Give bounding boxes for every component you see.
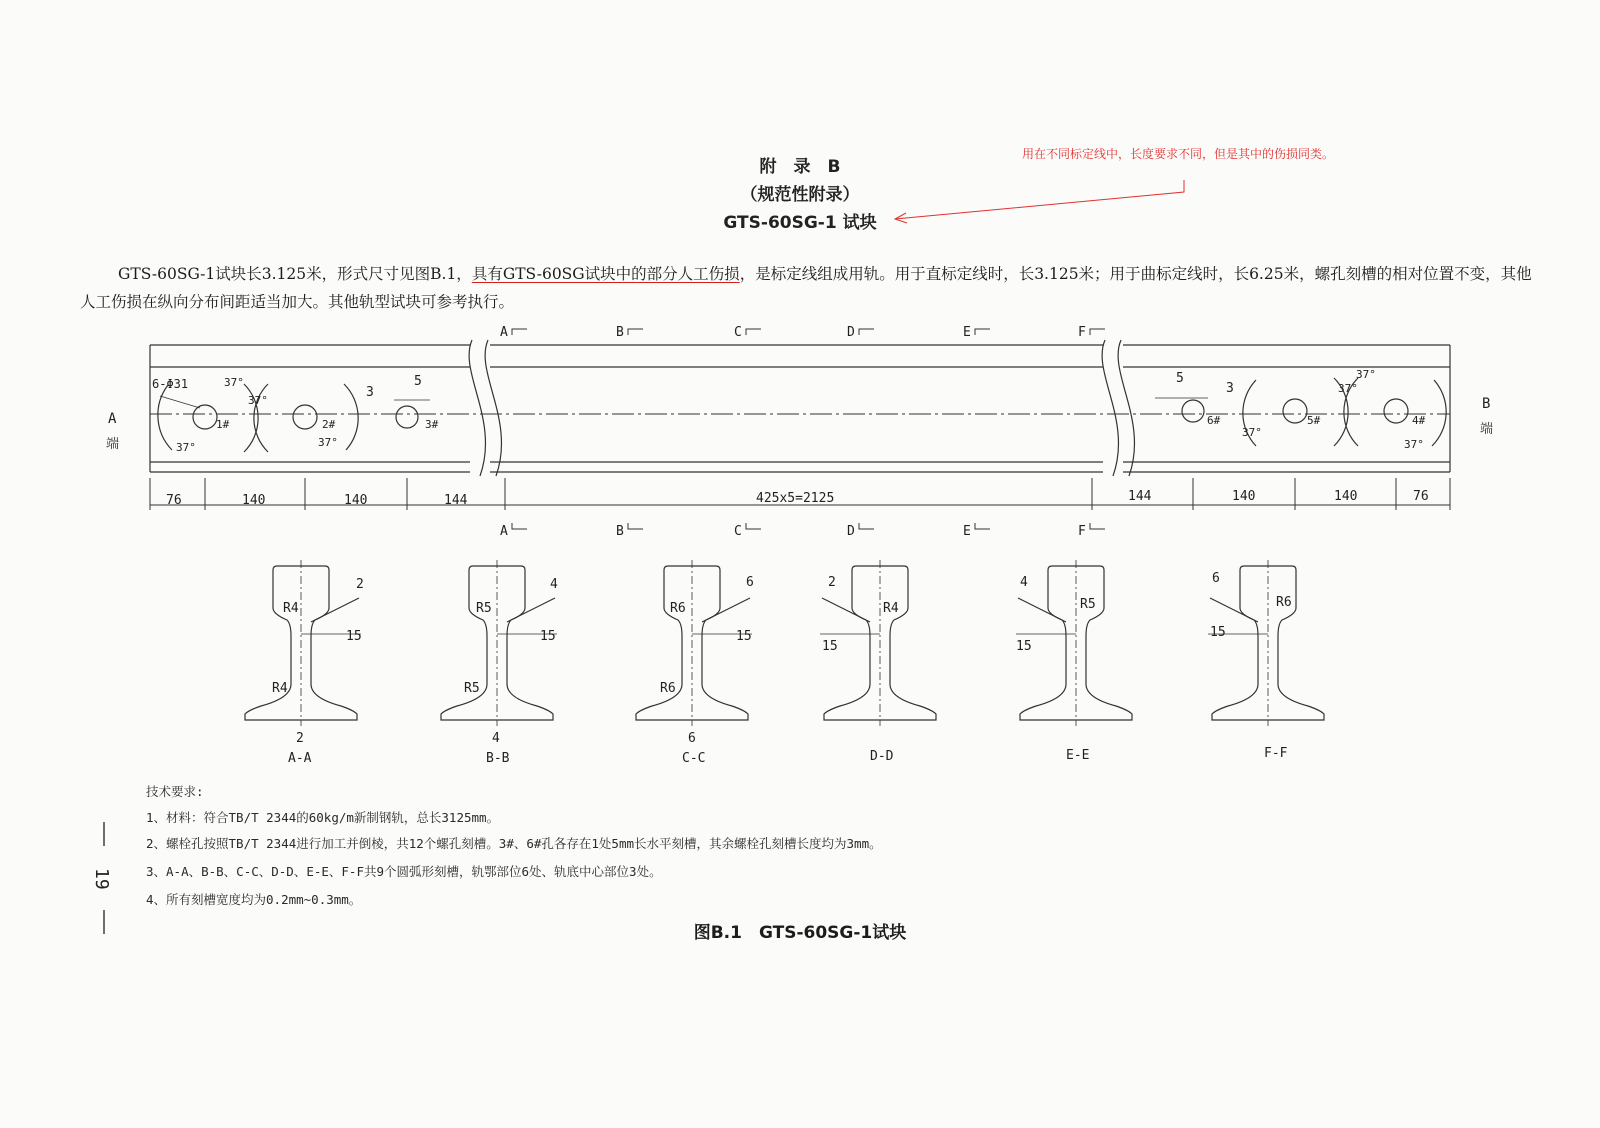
depth-b: 4 xyxy=(550,577,558,592)
section-name-d: D-D xyxy=(870,749,894,764)
angle-label-6: 37° xyxy=(1338,382,1358,395)
offset-a: 15 xyxy=(346,629,362,644)
section-name-e: E-E xyxy=(1066,748,1090,763)
section-name-b: B-B xyxy=(486,751,510,766)
small-dim-5-right: 5 xyxy=(1176,371,1184,386)
section-name-a: A-A xyxy=(288,751,312,766)
angle-label-3: 37° xyxy=(176,441,196,454)
end-a-label: A xyxy=(108,411,117,427)
head-radius-b: R5 xyxy=(476,601,492,616)
appendix-label: 附 录 B xyxy=(759,157,841,177)
paragraph-part1: GTS-60SG-1试块长3.125米，形式尺寸见图B.1， xyxy=(118,265,472,283)
angle-label-4: 37° xyxy=(318,436,338,449)
section-label-b-top: B xyxy=(616,325,624,340)
foot-radius-a: R4 xyxy=(272,681,288,696)
offset-e: 15 xyxy=(1016,639,1032,654)
requirement-item-4: 4、所有刻槽宽度均为0.2mm~0.3mm。 xyxy=(146,892,362,907)
section-label-e-top: E xyxy=(963,325,971,340)
requirement-item-3: 3、A-A、B-B、C-C、D-D、E-E、F-F共9个圆弧形刻槽，轨鄂部位6处、轨底中心部位3处。 xyxy=(146,864,662,879)
dim-140-4: 140 xyxy=(1334,489,1358,504)
offset-f: 15 xyxy=(1210,625,1226,640)
small-dim-3-left: 3 xyxy=(366,385,374,400)
angle-label-5: 37° xyxy=(1242,426,1262,439)
section-label-d-bottom: D xyxy=(847,524,855,539)
section-label-c-bottom: C xyxy=(734,524,742,539)
head-radius-c: R6 xyxy=(670,601,686,616)
requirement-item-1: 1、材料：符合TB/T 2344的60kg/m新制钢轨，总长3125mm。 xyxy=(146,810,500,825)
annotation-comment: 用在不同标定线中，长度要求不同，但是其中的伤损同类。 xyxy=(1022,147,1335,161)
offset-c: 15 xyxy=(736,629,752,644)
hole-label-1: 1# xyxy=(216,418,230,431)
head-radius-d: R4 xyxy=(883,601,899,616)
section-label-f-top: F xyxy=(1078,325,1086,340)
dim-144-left: 144 xyxy=(444,493,468,508)
paragraph-highlight: 具有GTS-60SG试块中的部分人工伤损 xyxy=(471,265,740,283)
angle-label-8: 37° xyxy=(1404,438,1424,451)
end-b-label: B xyxy=(1482,396,1491,412)
requirement-item-2: 2、螺栓孔按照TB/T 2344进行加工并倒棱，共12个螺孔刻槽。3#、6#孔各存在1处5mm长水平刻槽，其余螺栓孔刻槽长度均为3mm。 xyxy=(146,836,882,851)
hole-label-6: 6# xyxy=(1207,414,1221,427)
section-label-b-bottom: B xyxy=(616,524,624,539)
head-radius-e: R5 xyxy=(1080,597,1096,612)
section-label-c-top: C xyxy=(734,325,742,340)
depth-e: 4 xyxy=(1020,575,1028,590)
dim-140-2: 140 xyxy=(344,493,368,508)
angle-label-2: 37° xyxy=(248,394,268,407)
page-number: 19 xyxy=(91,868,112,890)
section-c-c xyxy=(636,560,752,726)
foot-depth-b: 4 xyxy=(492,731,500,746)
dim-144-right: 144 xyxy=(1128,489,1152,504)
dim-140-3: 140 xyxy=(1232,489,1256,504)
hole-spec: 6-Φ31 xyxy=(152,377,189,391)
dim-140-1: 140 xyxy=(242,493,266,508)
end-b-suffix: 端 xyxy=(1480,422,1494,437)
hole-label-5: 5# xyxy=(1307,414,1321,427)
section-label-a-top: A xyxy=(500,325,508,340)
dim-76-left: 76 xyxy=(166,493,182,508)
requirements-title: 技术要求: xyxy=(146,784,204,799)
depth-d: 2 xyxy=(828,575,836,590)
angle-label-1: 37° xyxy=(224,376,244,389)
head-radius-f: R6 xyxy=(1276,595,1292,610)
angle-label-7: 37° xyxy=(1356,368,1376,381)
head-radius-a: R4 xyxy=(283,601,299,616)
section-name-f: F-F xyxy=(1264,746,1288,761)
hole-label-4: 4# xyxy=(1412,414,1426,427)
small-dim-3-right: 3 xyxy=(1226,381,1234,396)
foot-depth-c: 6 xyxy=(688,731,696,746)
section-label-d-top: D xyxy=(847,325,855,340)
dim-total: 425x5=2125 xyxy=(756,491,835,506)
offset-b: 15 xyxy=(540,629,556,644)
offset-d: 15 xyxy=(822,639,838,654)
depth-c: 6 xyxy=(746,575,754,590)
depth-a: 2 xyxy=(356,577,364,592)
section-label-a-bottom: A xyxy=(500,524,508,539)
foot-radius-c: R6 xyxy=(660,681,676,696)
foot-radius-b: R5 xyxy=(464,681,480,696)
page-title: GTS-60SG-1 试块 xyxy=(723,213,877,233)
hole-label-3: 3# xyxy=(425,418,439,431)
section-a-a xyxy=(245,560,361,726)
section-label-f-bottom: F xyxy=(1078,524,1086,539)
end-a-suffix: 端 xyxy=(106,437,120,452)
dim-76-right: 76 xyxy=(1413,489,1429,504)
foot-depth-a: 2 xyxy=(296,731,304,746)
section-f-f xyxy=(1208,560,1324,726)
paragraph-part3: ，是标定线组成用轨。用于直标定线时，长3.125米；用于曲标定线时，长6.25米，螺孔刻槽的相对位置不变，其他人工伤损在纵向分布间距适当加大。其他轨型试块可参考执行。 xyxy=(80,265,1532,311)
hole-label-2: 2# xyxy=(322,418,336,431)
depth-f: 6 xyxy=(1212,571,1220,586)
section-label-e-bottom: E xyxy=(963,524,971,539)
small-dim-5-left: 5 xyxy=(414,374,422,389)
appendix-type: （规范性附录） xyxy=(740,185,860,205)
section-e-e xyxy=(1016,560,1132,726)
figure-caption: 图B.1 GTS-60SG-1试块 xyxy=(693,923,907,943)
section-name-c: C-C xyxy=(682,751,706,766)
